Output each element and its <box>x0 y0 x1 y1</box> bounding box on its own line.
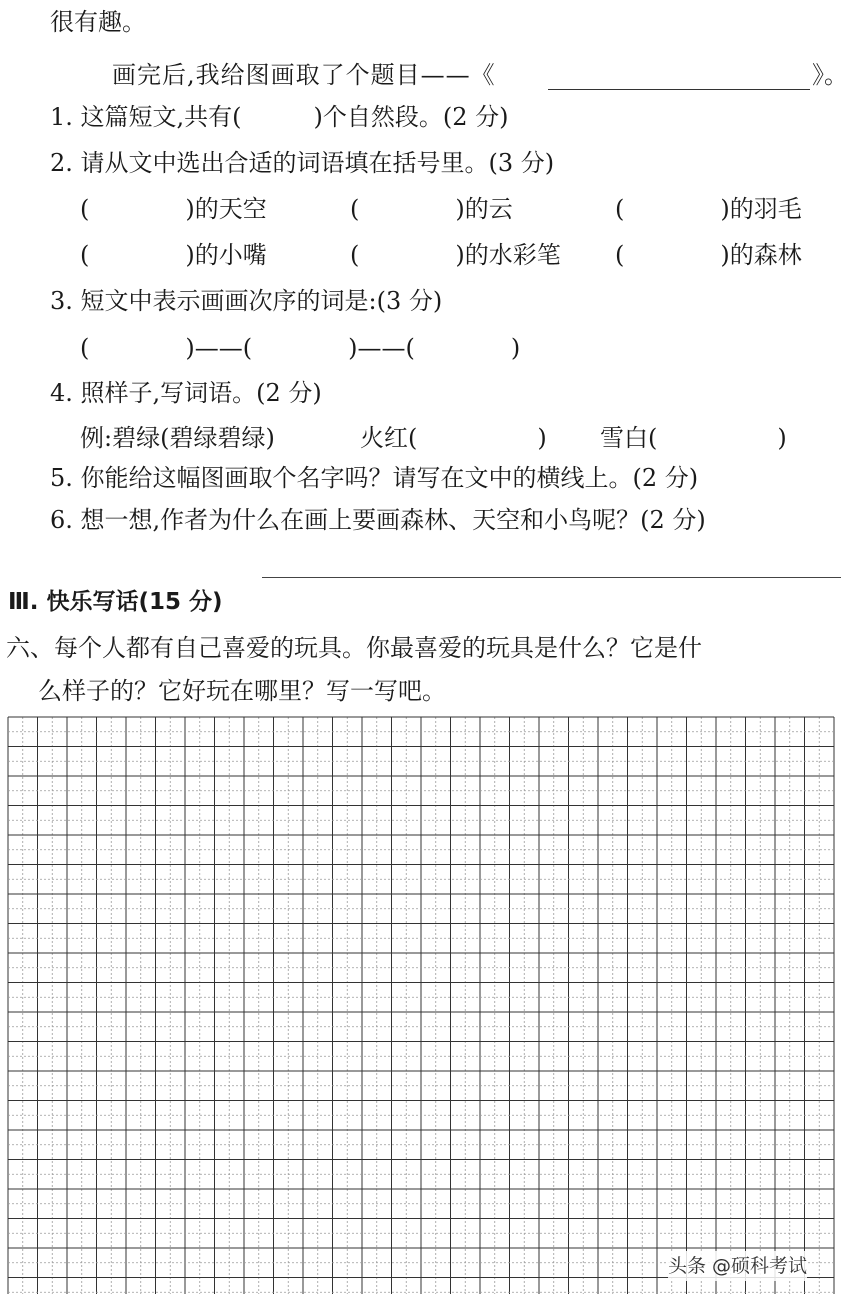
q2-item-forest[interactable]: ( )的森林 <box>615 241 802 269</box>
passage-line-end: 很有趣。 <box>50 8 146 36</box>
q4-example: 例:碧绿(碧绿碧绿) <box>80 424 275 452</box>
question-3: 3. 短文中表示画画次序的词是:(3 分) <box>50 287 443 315</box>
q2-item-beak[interactable]: ( )的小嘴 <box>80 241 267 269</box>
writing-prompt-line-2: 么样子的？它好玩在哪里？写一写吧。 <box>38 677 446 705</box>
writing-grid[interactable] <box>0 715 841 1294</box>
question-4: 4. 照样子,写词语。(2 分) <box>50 379 322 407</box>
q4-item-huohong[interactable]: 火红( ) <box>360 424 547 452</box>
q3-answer-blanks[interactable]: ( )——( )——( ) <box>80 334 521 362</box>
watermark: 头条 @硕科考试 <box>668 1251 807 1281</box>
question-1: 1. 这篇短文,共有( )个自然段。(2 分) <box>50 103 509 131</box>
title-blank-line[interactable] <box>548 89 810 90</box>
question-5: 5. 你能给这幅图画取个名字吗？请写在文中的横线上。(2 分) <box>50 464 699 492</box>
question-6: 6. 想一想,作者为什么在画上要画森林、天空和小鸟呢？(2 分) <box>50 506 706 534</box>
section-divider <box>262 577 841 578</box>
question-2: 2. 请从文中选出合适的词语填在括号里。(3 分) <box>50 149 555 177</box>
q2-item-cloud[interactable]: ( )的云 <box>350 195 513 223</box>
q2-item-watercolor-pen[interactable]: ( )的水彩笔 <box>350 241 561 269</box>
q2-item-sky[interactable]: ( )的天空 <box>80 195 267 223</box>
q2-item-feather[interactable]: ( )的羽毛 <box>615 195 802 223</box>
title-sentence-start: 画完后,我给图画取了个题目——《 <box>112 61 496 89</box>
section-heading: Ⅲ. 快乐写话(15 分) <box>8 589 223 615</box>
writing-prompt-line-1: 六、每个人都有自己喜爱的玩具。你最喜爱的玩具是什么？它是什 <box>6 634 702 662</box>
title-sentence-end: 》。 <box>812 61 848 89</box>
q4-item-xuebai[interactable]: 雪白( ) <box>600 424 787 452</box>
